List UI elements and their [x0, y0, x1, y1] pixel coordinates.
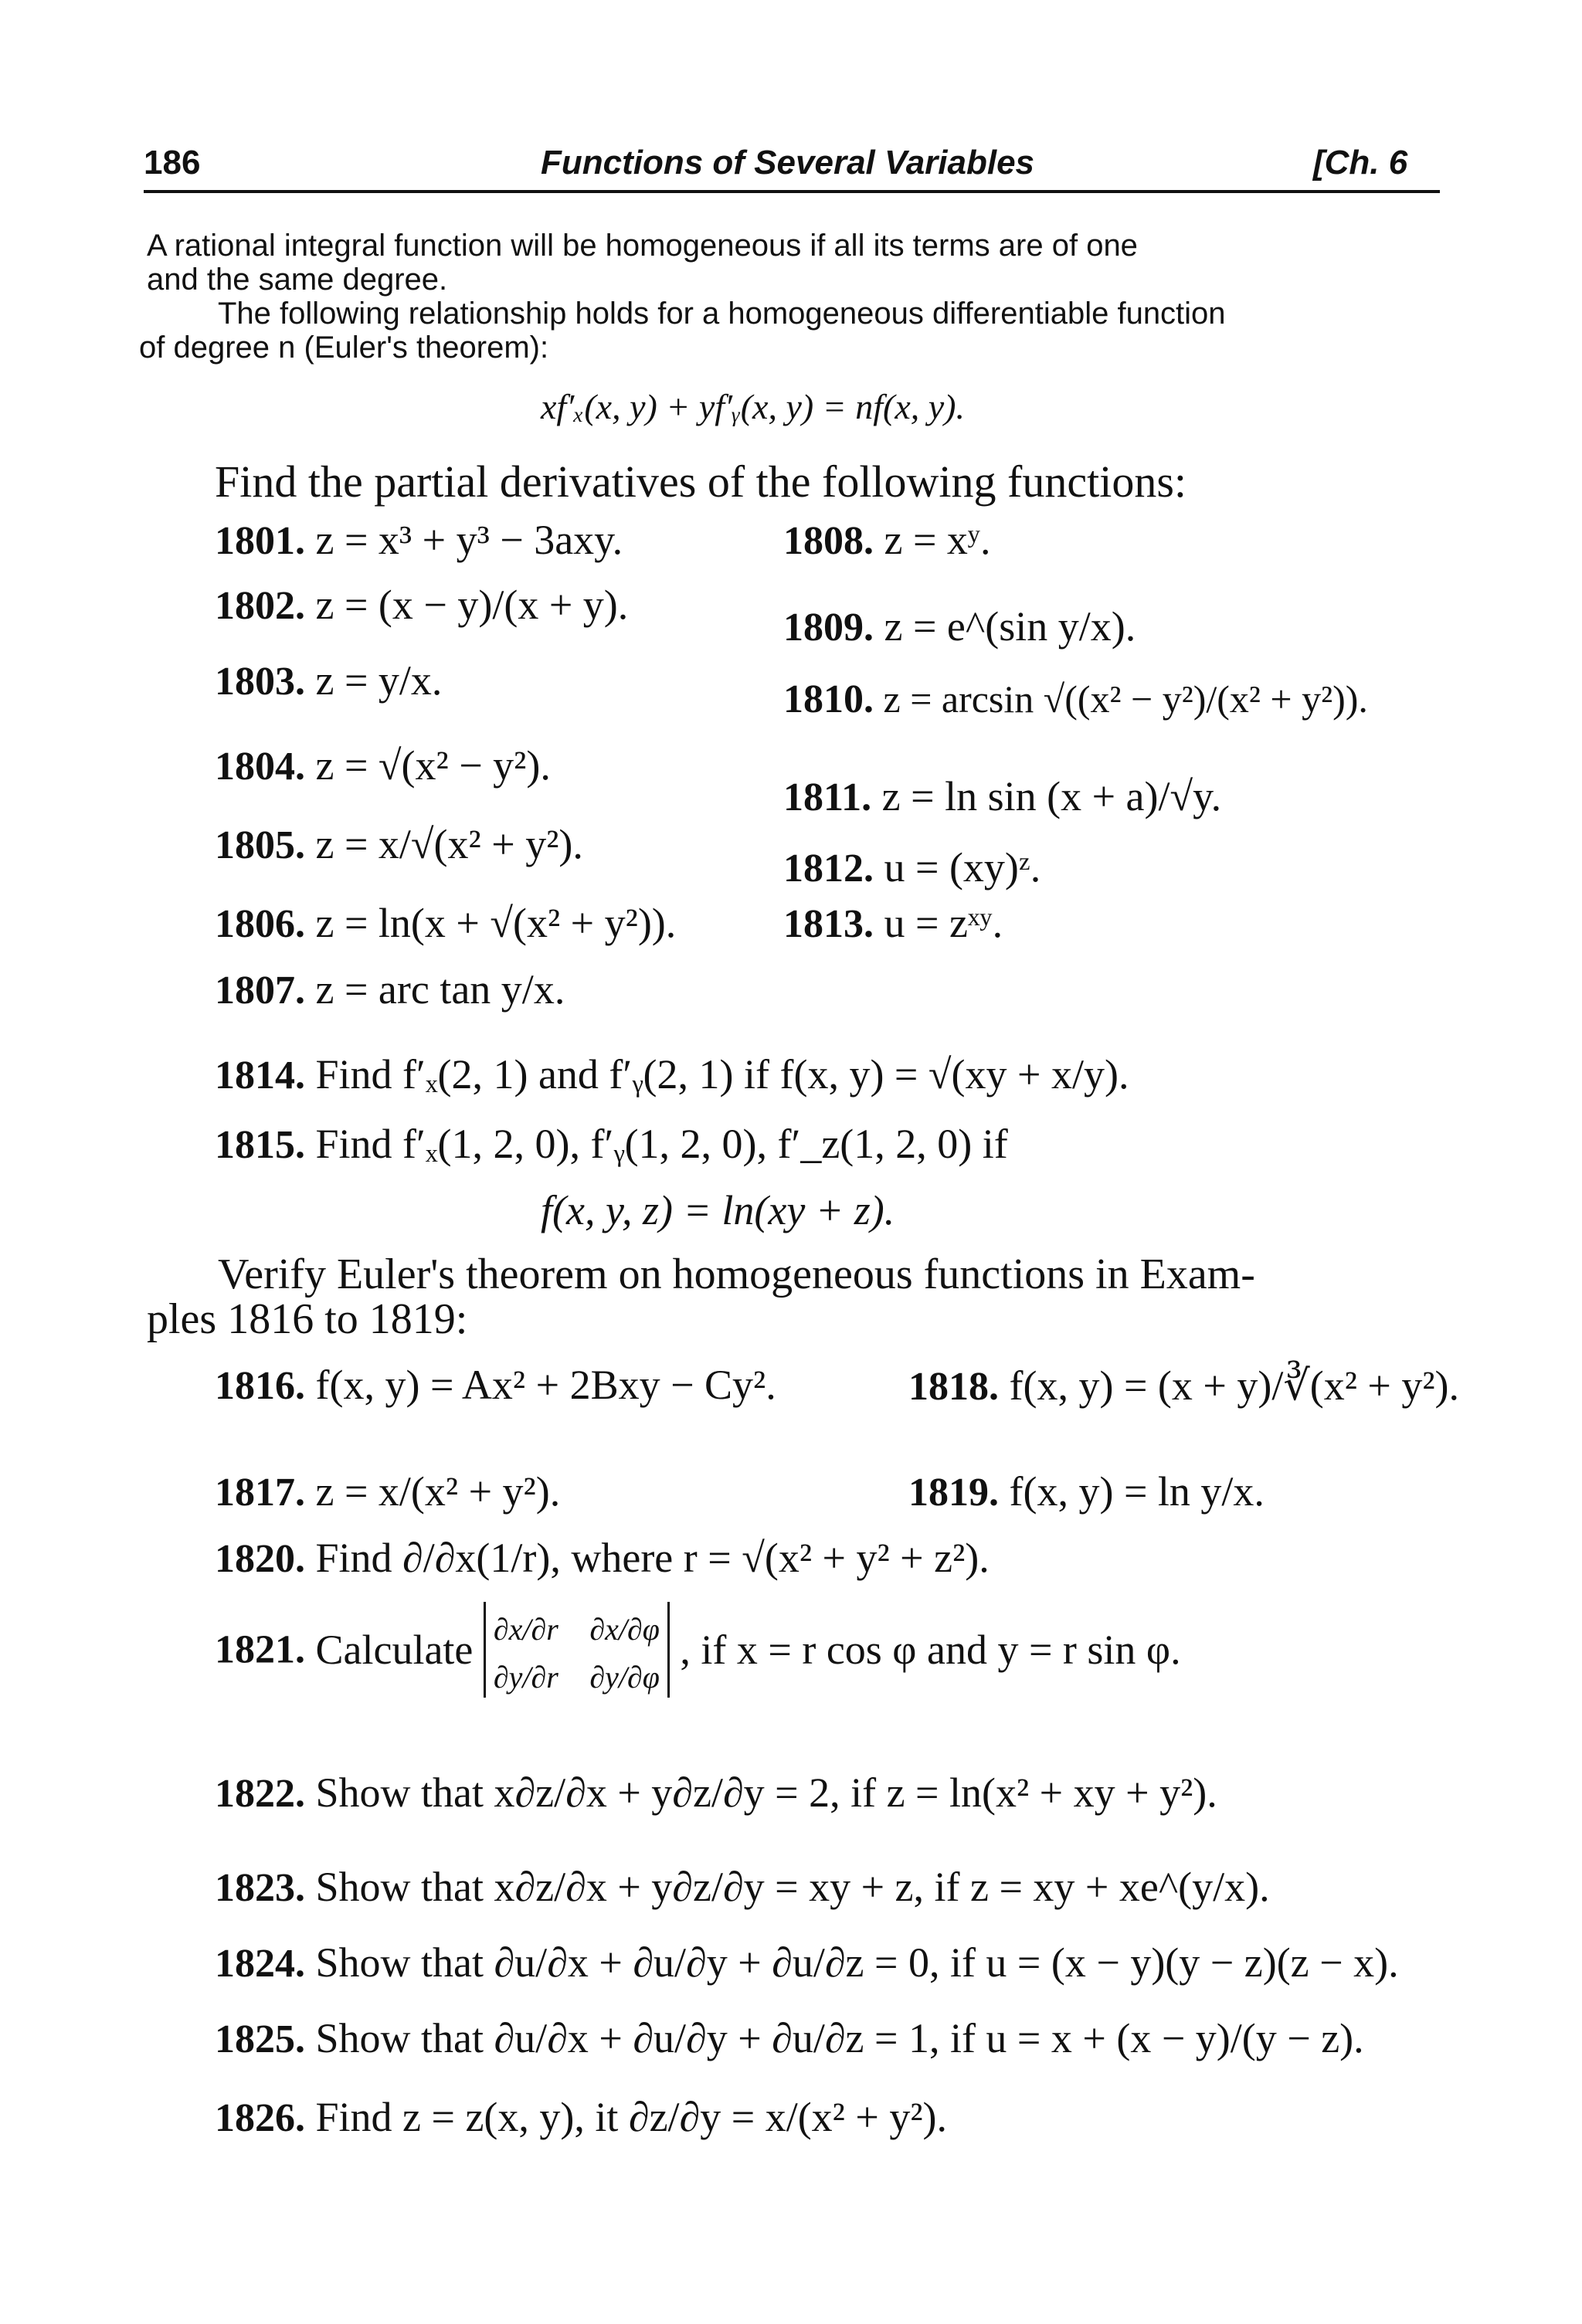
problem-expression: f(x, y) = (x + y)/∛(x² + y²).	[1009, 1362, 1460, 1409]
problem-number: 1815.	[215, 1123, 305, 1167]
problem-1821	[215, 1602, 1181, 1698]
problem-1819	[908, 1467, 1265, 1515]
problem-expression: z = xʸ.	[884, 517, 991, 563]
problem-number: 1812.	[783, 846, 874, 891]
problem-1815-line-2: f(x, y, z) = ln(xy + z).	[541, 1187, 895, 1233]
problem-text: Find f′ₓ(1, 2, 0), f′ᵧ(1, 2, 0), f′_z(1, 2, 0) if	[315, 1121, 1008, 1167]
problem-expression: f(x, y) = ln y/x.	[1009, 1468, 1265, 1515]
problem-expression: z = √(x² − y²).	[315, 742, 551, 789]
problem-number: 1816.	[215, 1364, 305, 1408]
problem-1811	[783, 772, 1221, 820]
problem-expression: f(x, y) = Ax² + 2Bxy − Cy².	[315, 1362, 776, 1408]
problem-number: 1823.	[215, 1866, 305, 1910]
problem-number: 1802.	[215, 584, 305, 628]
problem-number: 1810.	[783, 677, 874, 721]
problem-number: 1813.	[783, 902, 874, 946]
problem-1826	[215, 2093, 947, 2141]
problem-1820	[215, 1534, 990, 1582]
euler-formula: xf′ₓ(x, y) + yf′ᵧ(x, y) = nf(x, y).	[541, 387, 965, 426]
intro-line-1: A rational integral function will be homogeneous if all its terms are of one	[147, 229, 1138, 263]
problem-number: 1801.	[215, 519, 305, 563]
problem-text: Find z = z(x, y), it ∂z/∂y = x/(x² + y²).	[315, 2094, 947, 2140]
problem-text: Find ∂/∂x(1/r), where r = √(x² + y² + z²).	[315, 1535, 990, 1581]
problem-1813	[783, 899, 1003, 947]
problem-expression: z = y/x.	[315, 657, 443, 704]
chapter-label: [Ch. 6	[1313, 144, 1408, 182]
problem-expression: z = x/(x² + y²).	[315, 1468, 561, 1515]
problem-1815	[215, 1120, 1008, 1168]
problem-1814	[215, 1050, 1129, 1098]
problem-number: 1811.	[783, 775, 872, 819]
problem-expression: z = (x − y)/(x + y).	[315, 582, 629, 628]
problem-1804	[215, 741, 551, 789]
problem-number: 1820.	[215, 1537, 305, 1581]
problem-1803	[215, 656, 442, 704]
jacobian-determinant	[484, 1602, 670, 1698]
problem-1824	[215, 1939, 1399, 1986]
problem-expression: z = ln(x + √(x² + y²)).	[315, 900, 677, 946]
problem-1806	[215, 899, 676, 947]
verify-line-2: ples 1816 to 1819:	[147, 1295, 468, 1343]
problem-1823	[215, 1863, 1270, 1911]
problem-expression: z = x³ + y³ − 3axy.	[315, 517, 623, 563]
problem-1807	[215, 965, 565, 1013]
problem-text: Show that x∂z/∂x + y∂z/∂y = xy + z, if z = xy + xe^(y/x).	[315, 1864, 1270, 1910]
problem-1812	[783, 843, 1041, 891]
problem-number: 1803.	[215, 660, 305, 704]
problem-number: 1818.	[908, 1365, 999, 1409]
problem-number: 1817.	[215, 1471, 305, 1515]
problem-1825	[215, 2014, 1364, 2062]
problem-number: 1824.	[215, 1942, 305, 1986]
det-entry: ∂y/∂r	[493, 1660, 558, 1695]
problem-text: Show that x∂z/∂x + y∂z/∂y = 2, if z = ln(x² + xy + y²).	[315, 1769, 1217, 1816]
problem-word: Calculate	[315, 1627, 474, 1673]
intro-line-4: of degree n (Euler's theorem):	[139, 331, 549, 365]
problem-condition: , if x = r cos φ and y = r sin φ.	[680, 1627, 1181, 1673]
intro-line-3: The following relationship holds for a homogeneous differentiable function	[218, 297, 1226, 331]
intro-line-2: and the same degree.	[147, 263, 448, 297]
section-heading: Find the partial derivatives of the following functions:	[215, 456, 1187, 507]
problem-expression: z = arcsin √((x² − y²)/(x² + y²)).	[883, 677, 1368, 721]
problem-number: 1814.	[215, 1053, 305, 1098]
problem-number: 1806.	[215, 902, 305, 946]
determinant-row-2	[494, 1650, 660, 1698]
problem-expression: u = zˣʸ.	[884, 900, 1003, 946]
problem-number: 1809.	[783, 606, 874, 650]
problem-number: 1819.	[908, 1471, 999, 1515]
problem-expression: u = (xy)ᶻ.	[884, 844, 1041, 891]
problem-1818	[908, 1361, 1459, 1410]
problem-expression: z = arc tan y/x.	[315, 966, 565, 1013]
problem-number: 1808.	[783, 519, 874, 563]
problem-number: 1805.	[215, 823, 305, 867]
problem-number: 1822.	[215, 1772, 305, 1816]
problem-1808	[783, 516, 990, 564]
problem-text: Show that ∂u/∂x + ∂u/∂y + ∂u/∂z = 0, if u = (x − y)(y − z)(z − x).	[315, 1939, 1399, 1986]
determinant-row-1	[494, 1602, 660, 1650]
det-entry: ∂x/∂φ	[589, 1612, 660, 1647]
header-rule	[144, 190, 1440, 193]
problem-number: 1807.	[215, 969, 305, 1013]
problem-1805	[215, 820, 583, 868]
problem-expression: z = ln sin (x + a)/√y.	[881, 773, 1222, 819]
running-title: Functions of Several Variables	[541, 144, 1035, 182]
det-entry: ∂x/∂r	[493, 1612, 558, 1647]
problem-1809	[783, 602, 1136, 650]
problem-number: 1804.	[215, 745, 305, 789]
problem-number: 1821.	[215, 1627, 305, 1672]
problem-expression: z = x/√(x² + y²).	[315, 821, 583, 867]
problem-number: 1826.	[215, 2096, 305, 2140]
det-entry: ∂y/∂φ	[589, 1660, 660, 1695]
problem-1810	[783, 677, 1368, 722]
problem-1801	[215, 516, 623, 564]
problem-1822	[215, 1769, 1217, 1817]
problem-text: Find f′ₓ(2, 1) and f′ᵧ(2, 1) if f(x, y) = √(xy + x/y).	[315, 1051, 1129, 1098]
page-number: 186	[144, 144, 201, 182]
problem-1817	[215, 1467, 560, 1515]
problem-1816	[215, 1361, 776, 1409]
problem-text: Show that ∂u/∂x + ∂u/∂y + ∂u/∂z = 1, if u = x + (x − y)/(y − z).	[315, 2015, 1364, 2061]
problem-number: 1825.	[215, 2017, 305, 2061]
verify-line-1: Verify Euler's theorem on homogeneous functions in Exam-	[218, 1250, 1255, 1298]
problem-1802	[215, 581, 628, 629]
problem-expression: z = e^(sin y/x).	[884, 603, 1136, 650]
